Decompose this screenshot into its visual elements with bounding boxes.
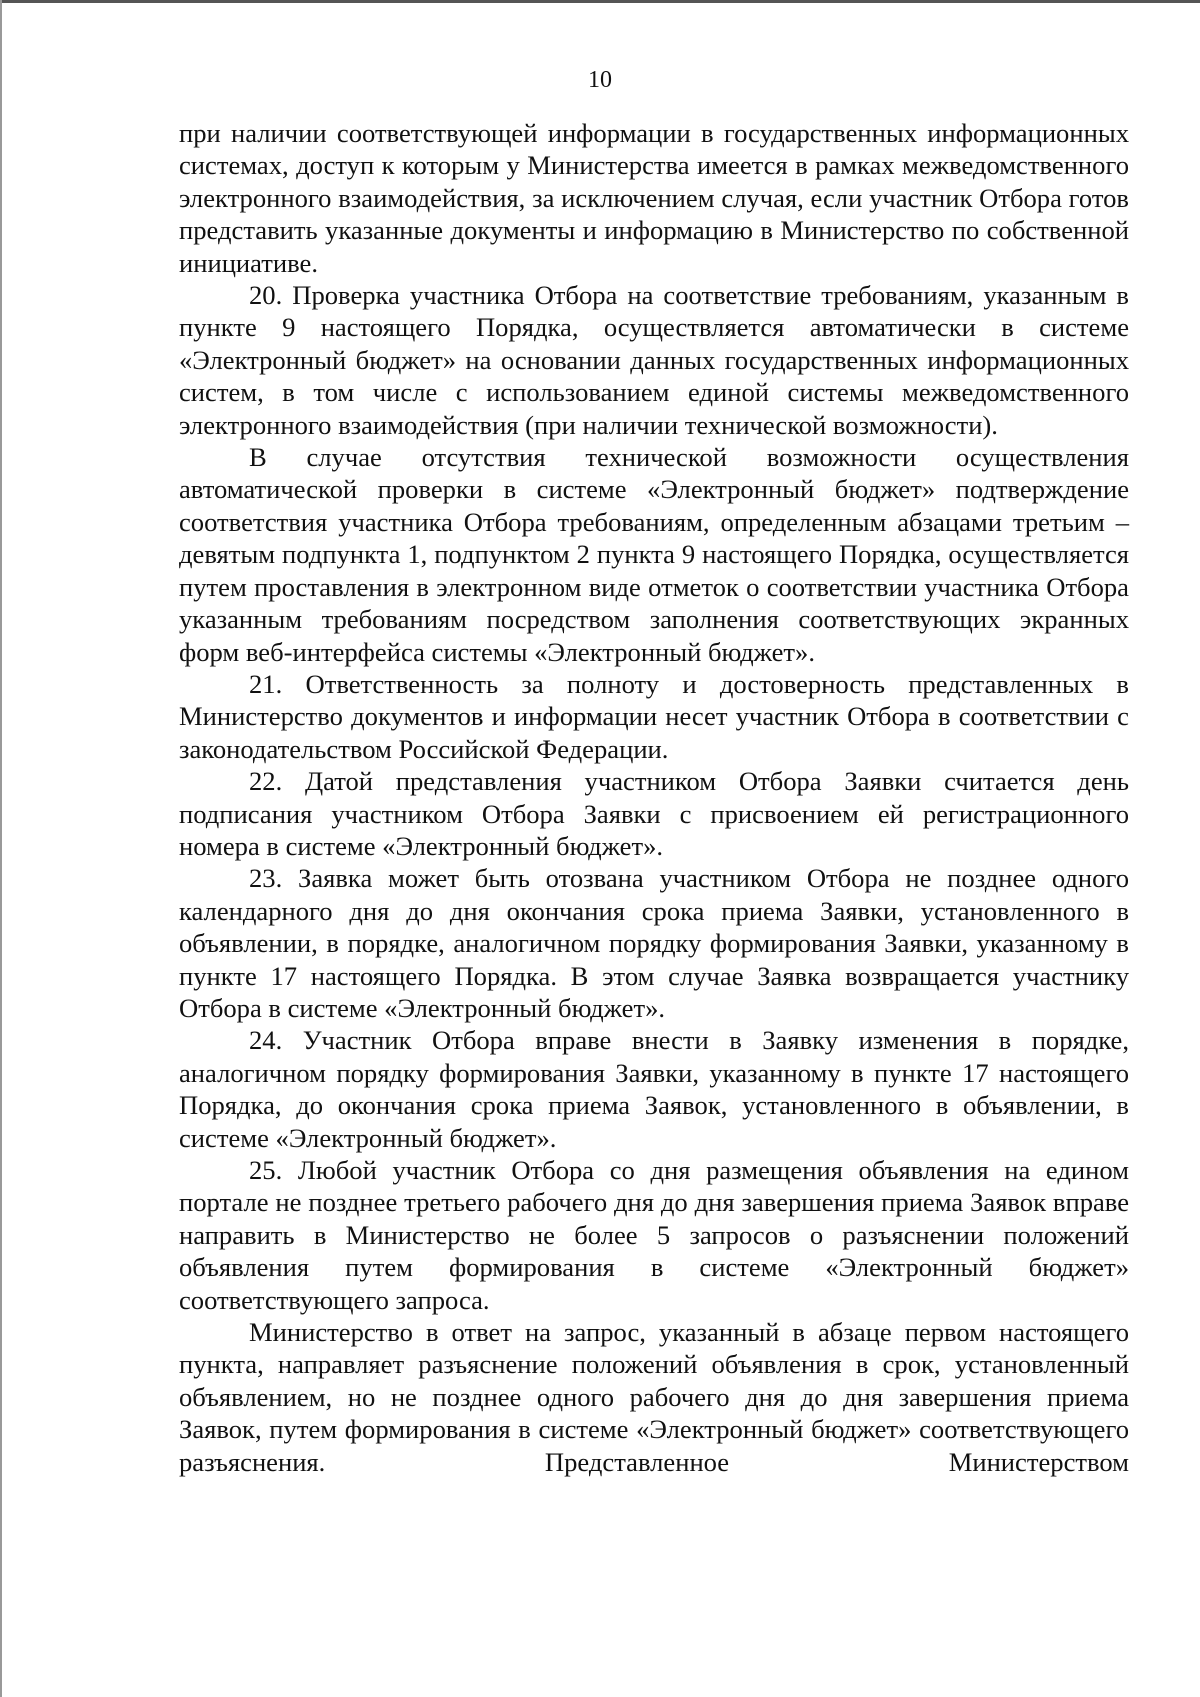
paragraph-item-23: 23. Заявка может быть отозвана участником Отбора не позднее одного календарного дня до дня окончания срока приема Заявки, установленного в объявлении, в порядке, аналогичном порядку формирования Заявки, указанному в пункте 17 настоящего Порядка. В этом случае Заявка возвращается участнику Отбора в системе «Электронный бюджет». [179,863,1129,1023]
paragraph-continuation: при наличии соответствующей информации в государственных информационных системах, доступ к которым у Министерства имеется в рамках межведомственного электронного взаимодействия, за исключением случая, если участник Отбора готов представить указанные документы и информацию в Министерство по собственной инициативе. [179,118,1129,278]
document-body [179,117,1129,1478]
paragraph-item-25: 25. Любой участник Отбора со дня размещения объявления на едином портале не позднее третьего рабочего дня до дня завершения приема Заявок вправе направить в Министерство не более 5 запросов о разъяснении положений объявления путем формирования в системе «Электронный бюджет» соответствующего запроса. [179,1155,1129,1315]
paragraph-item-24: 24. Участник Отбора вправе внести в Заявку изменения в порядке, аналогичном порядку формирования Заявки, указанному в пункте 17 настоящего Порядка, до окончания срока приема Заявок, установленного в объявлении, в системе «Электронный бюджет». [179,1025,1129,1153]
paragraph-item-22: 22. Датой представления участником Отбора Заявки считается день подписания участником Отбора Заявки с присвоением ей регистрационного номера в системе «Электронный бюджет». [179,766,1129,861]
paragraph-item-25-response: Министерство в ответ на запрос, указанный в абзаце первом настоящего пункта, направляет разъяснение положений объявления в срок, установленный объявлением, но не позднее одного рабочего дня до дня завершения приема Заявок, путем формирования в системе «Электронный бюджет» соответствующего разъяснения. Представленное Министерством [179,1317,1129,1477]
scan-left-edge [0,0,2,1697]
paragraph-item-21: 21. Ответственность за полноту и достоверность представленных в Министерство документов и информации несет участник Отбора в соответствии с законодательством Российской Федерации. [179,668,1129,764]
paragraph-item-20-no-tech: В случае отсутствия технической возможности осуществления автоматической проверки в системе «Электронный бюджет» подтверждение соответствия участника Отбора требованиям, определенным абзацами третьим – девятым подпункта 1, подпунктом 2 пункта 9 настоящего Порядка, осуществляется путем проставления в электронном виде отметок о соответствии участника Отбора указанным требованиям посредством заполнения соответствующих экранных форм веб-интерфейса системы «Электронный бюджет». [179,442,1129,667]
scan-top-edge [0,0,1200,3]
paragraph-item-20: 20. Проверка участника Отбора на соответствие требованиям, указанным в пункте 9 настоящего Порядка, осуществляется автоматически в системе «Электронный бюджет» на основании данных государственных информационных систем, в том числе с использованием единой системы межведомственного электронного взаимодействия (при наличии технической возможности). [179,280,1129,440]
page-number: 10 [588,67,612,93]
